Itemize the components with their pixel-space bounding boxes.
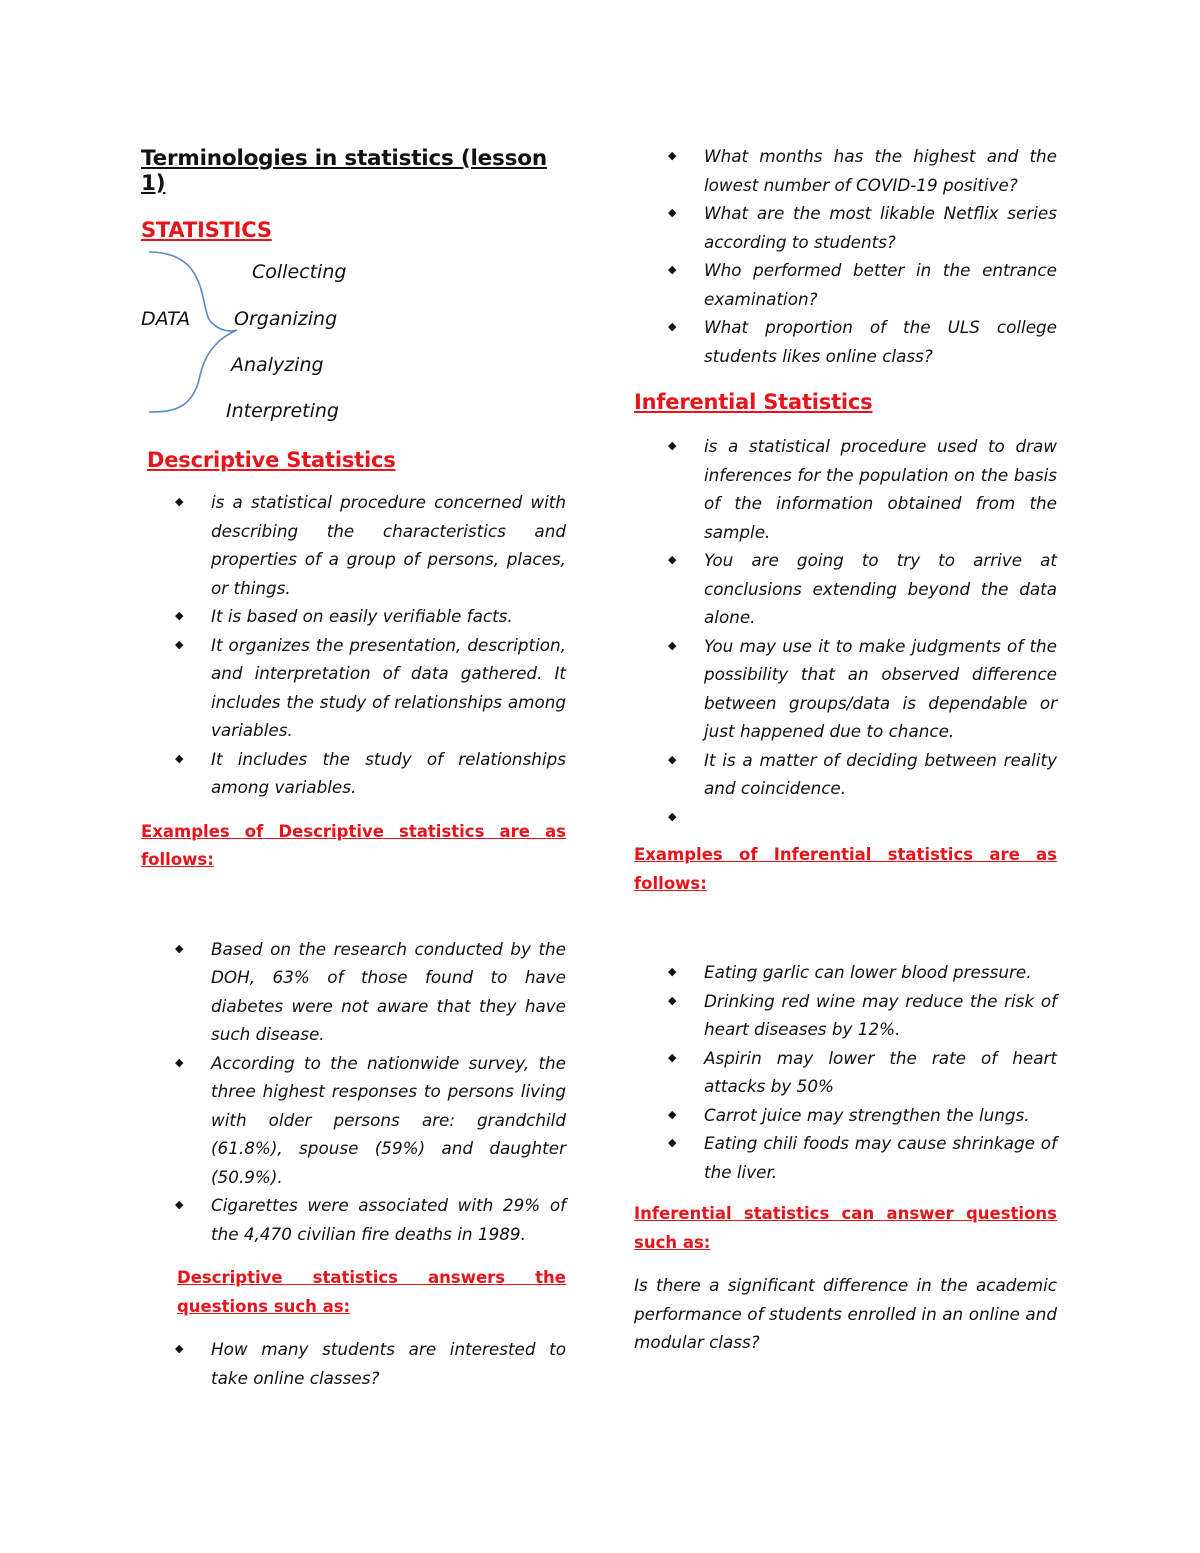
step-interpreting: Interpreting <box>226 400 339 422</box>
bullet-icon: ◆ <box>175 1055 184 1069</box>
list-item: ◆ What months has the highest and the lowest number of COVID-19 positive? <box>668 146 1057 195</box>
list-item: ◆ is a statistical procedure concerned with describing the characteristics and properties of a group of persons, places, or things. <box>175 492 566 598</box>
right-column <box>634 140 1057 1357</box>
data-label: DATA <box>141 308 191 330</box>
inferential-questions-heading: Inferential statistics can answer questions such as: <box>634 1204 1057 1252</box>
bullet-icon: ◆ <box>668 965 677 978</box>
bullet-icon: ◆ <box>668 752 677 766</box>
bullet-icon: ◆ <box>175 495 184 508</box>
list-item: ◆ According to the nationwide survey, the three highest responses to persons living with older persons are: grandchild (61.8%), spouse (59%) and daughter (50.9%). <box>175 1052 566 1187</box>
list-item: ◆ What are the most likable Netflix series according to students? <box>668 203 1057 252</box>
list-item: ◆ Who performed better in the entrance examination? <box>668 260 1057 309</box>
list-item: ◆ Eating garlic can lower blood pressure. <box>668 962 1032 982</box>
bullet-icon: ◆ <box>175 609 184 622</box>
bullet-icon: ◆ <box>668 1050 677 1064</box>
descriptive-questions-heading: Descriptive statistics answers the questions such as: <box>177 1268 566 1316</box>
list-item: ◆ It is a matter of deciding between reality and coincidence. <box>668 749 1057 798</box>
data-process-diagram <box>141 250 566 420</box>
list-item: ◆ How many students are interested to take online classes? <box>175 1339 566 1388</box>
list-item: ◆ Based on the research conducted by the DOH, 63% of those found to have diabetes were not aware that they have such disease. <box>175 938 566 1044</box>
bullet-icon: ◆ <box>668 1107 677 1121</box>
list-item: ◆ It includes the study of relationships among variables. <box>175 748 566 797</box>
inferential-examples-list <box>634 958 1057 1186</box>
descriptive-questions-list-left <box>141 1335 566 1392</box>
page-title: Terminologies in statistics (lesson 1) <box>141 146 547 196</box>
inferential-question-text: Is there a significant difference in the academic performance of students enrolled in an online and modular class? <box>634 1275 1057 1352</box>
bullet-icon: ◆ <box>668 149 677 162</box>
statistics-heading: STATISTICS <box>141 218 272 242</box>
bullet-icon: ◆ <box>175 1198 184 1211</box>
list-item: ◆ You may use it to make judgments of the possibility that an observed difference between groups/data is dependable or just happened due to chance. <box>668 635 1057 741</box>
bullet-icon: ◆ <box>668 809 677 823</box>
bullet-icon: ◆ <box>668 320 677 333</box>
bullet-icon: ◆ <box>668 206 677 219</box>
descriptive-definition-list <box>141 488 566 802</box>
step-analyzing: Analyzing <box>231 354 324 376</box>
left-column <box>141 140 566 1392</box>
list-item: ◆ Drinking red wine may reduce the risk of heart diseases by 12%. <box>668 990 1057 1039</box>
bullet-icon: ◆ <box>668 553 677 566</box>
bullet-icon: ◆ <box>668 439 677 452</box>
inferential-heading: Inferential Statistics <box>634 390 873 414</box>
list-item: ◆ It organizes the presentation, description, and interpretation of data gathered. It includes the study of relationships among variables. <box>175 634 566 740</box>
list-item: ◆ Cigarettes were associated with 29% of the 4,470 civilian fire deaths in 1989. <box>175 1195 566 1244</box>
list-item: ◆ It is based on easily verifiable facts. <box>175 606 513 626</box>
list-item: ◆ Aspirin may lower the rate of heart attacks by 50% <box>668 1047 1057 1096</box>
list-item: ◆ Carrot juice may strengthen the lungs. <box>668 1104 1030 1125</box>
descriptive-heading: Descriptive Statistics <box>147 448 396 472</box>
descriptive-examples-heading: Examples of Descriptive statistics are as follows: <box>141 821 566 869</box>
bullet-icon: ◆ <box>668 1136 677 1149</box>
list-item: ◆ What proportion of the ULS college students likes online class? <box>668 317 1057 366</box>
list-item <box>634 803 1057 832</box>
bullet-icon: ◆ <box>668 263 677 276</box>
list-item: ◆ Eating chili foods may cause shrinkage of the liver. <box>668 1133 1057 1182</box>
descriptive-examples-list <box>141 935 566 1249</box>
bullet-icon: ◆ <box>175 751 184 765</box>
bullet-icon: ◆ <box>175 941 184 955</box>
descriptive-questions-list-right <box>634 142 1057 370</box>
step-organizing: Organizing <box>234 308 338 330</box>
inferential-examples-heading: Examples of Inferential statistics are as follows: <box>634 845 1057 893</box>
list-item: ◆ is a statistical procedure used to draw inferences for the population on the basis of the information obtained from the sample. <box>668 436 1057 542</box>
bullet-icon: ◆ <box>668 993 677 1007</box>
bullet-icon: ◆ <box>175 1342 184 1355</box>
bullet-icon: ◆ <box>175 637 184 651</box>
inferential-definition-list <box>634 432 1057 831</box>
bullet-icon: ◆ <box>668 638 677 652</box>
step-collecting: Collecting <box>252 261 347 283</box>
list-item: ◆ You are going to try to arrive at conclusions extending beyond the data alone. <box>668 550 1057 627</box>
